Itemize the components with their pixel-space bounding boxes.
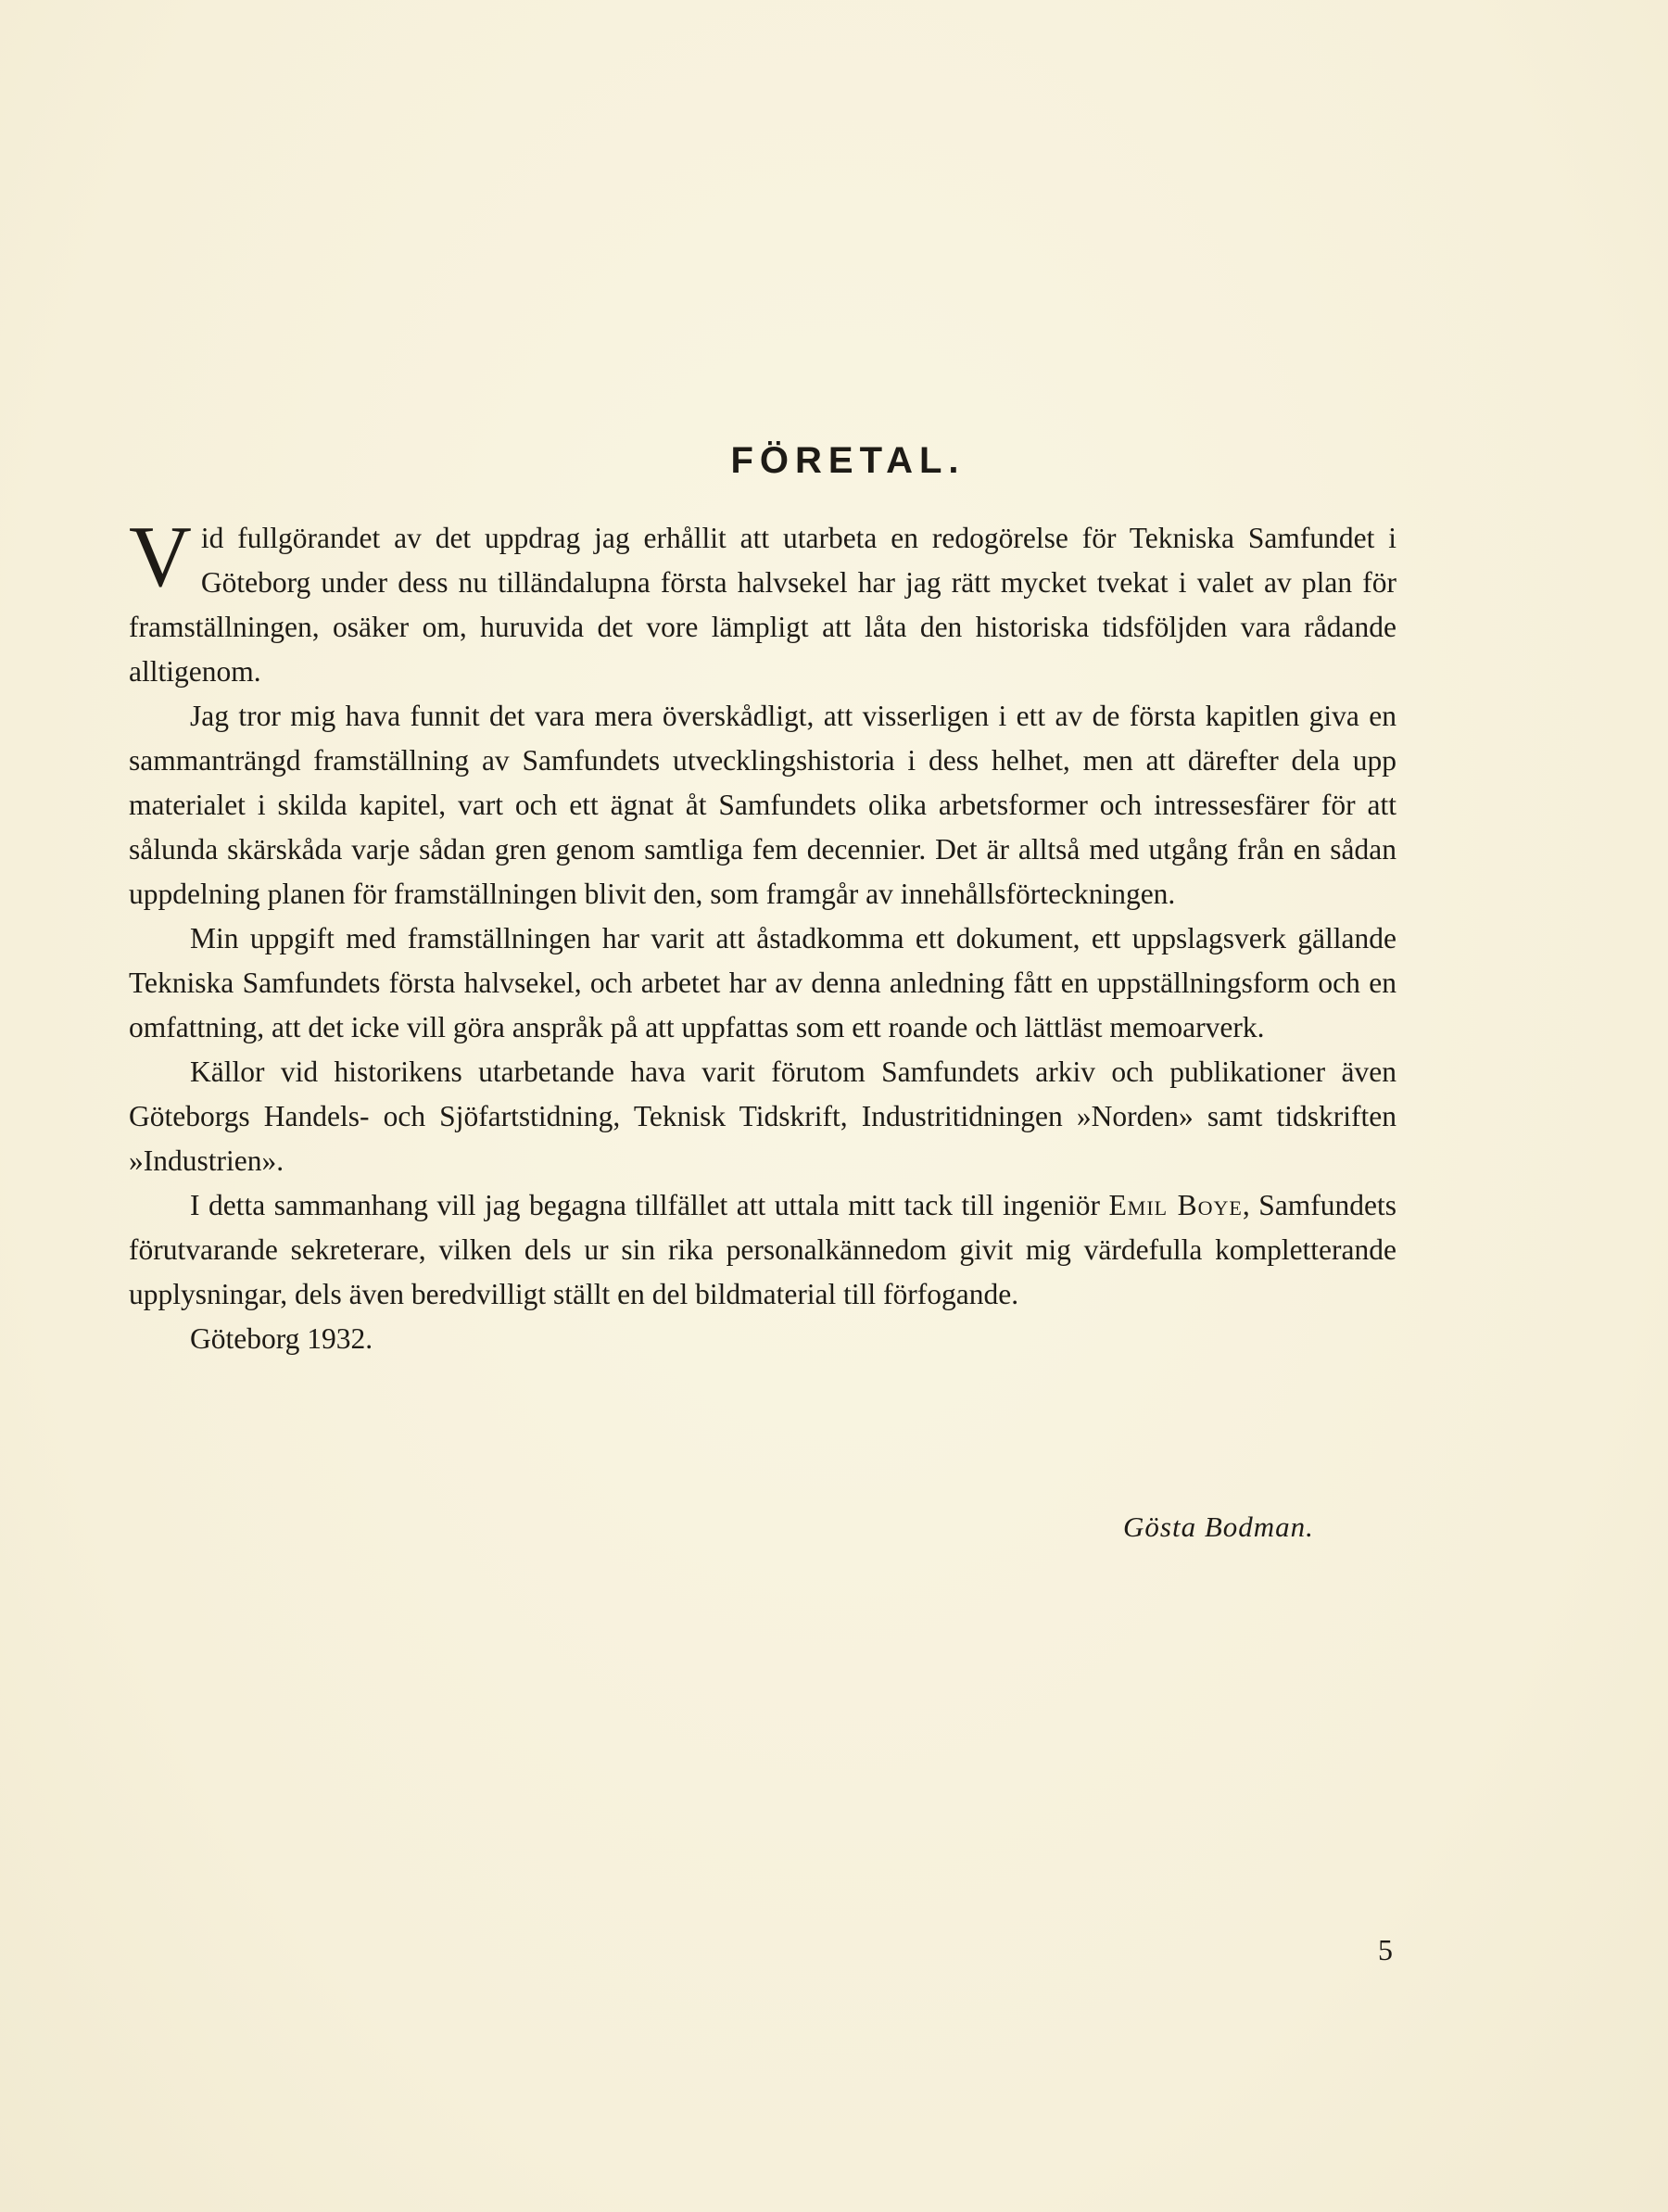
paragraph-2: Jag tror mig hava funnit det vara mera överskådligt, att visserligen i ett av de första kapitlen giva en sammanträngd framställning av Samfundets utvecklingshistoria i dess helhet, men att därefter dela upp materialet i skilda kapitel, vart och ett ägnat åt Samfundets olika arbetsformer och intressesfärer för att sålunda skärskåda varje sådan gren genom samtliga fem decennier. Det är alltså med utgång från en sådan uppdelning planen för framställningen blivit den, som framgår av innehållsförteckningen. [129,700,1396,910]
paragraph-5-start: I detta sammanhang vill jag begagna tillfället att uttala mitt tack till ingeniör [190,1189,1109,1221]
author-signature: Gösta Bodman. [1123,1510,1314,1543]
paragraph-4: Källor vid historikens utarbetande hava varit förutom Samfundets arkiv och publikationer även Göteborgs Handels- och Sjöfartstidning, Teknisk Tidskrift, Industritidningen »Norden» samt tidskriften »Industrien». [129,1055,1396,1177]
paragraph-3: Min uppgift med framställningen har varit att åstadkomma ett dokument, ett uppslagsverk gällande Tekniska Samfundets första halvsekel, och arbetet har av denna anledning fått en uppställningsform och en omfattning, att det icke vill göra anspråk på att uppfattas som ett roande och lättläst memoarverk. [129,922,1396,1043]
preface-body [129,509,1397,1361]
paragraph-5-end: , Samfundets förutvarande sekreterare, vilken dels ur sin rika personalkännedom givit mig värdefulla kompletterande upplysningar, dels även beredvilligt ställt en del bildmaterial till förfogande. [129,1189,1397,1310]
drop-cap: V [129,509,192,605]
paragraph-5 [129,1183,1396,1317]
paragraph-1-text: id fullgörandet av det uppdrag jag erhållit att utarbeta en redogörelse för Tekniska Samfundet i Göteborg under dess nu tilländalupna första halvsekel har jag rätt mycket tvekat i valet av plan för framställningen, osäker om, huruvida det vore lämpligt att låta den historiska tidsföljden vara rådande alltigenom. [129,522,1396,688]
page-number: 5 [1378,1933,1393,1966]
place-date: Göteborg 1932. [190,1322,373,1355]
page-heading: FÖRETAL. [730,440,966,481]
person-name: Emil Boye [1108,1189,1243,1221]
paragraph-1 [129,509,1396,694]
